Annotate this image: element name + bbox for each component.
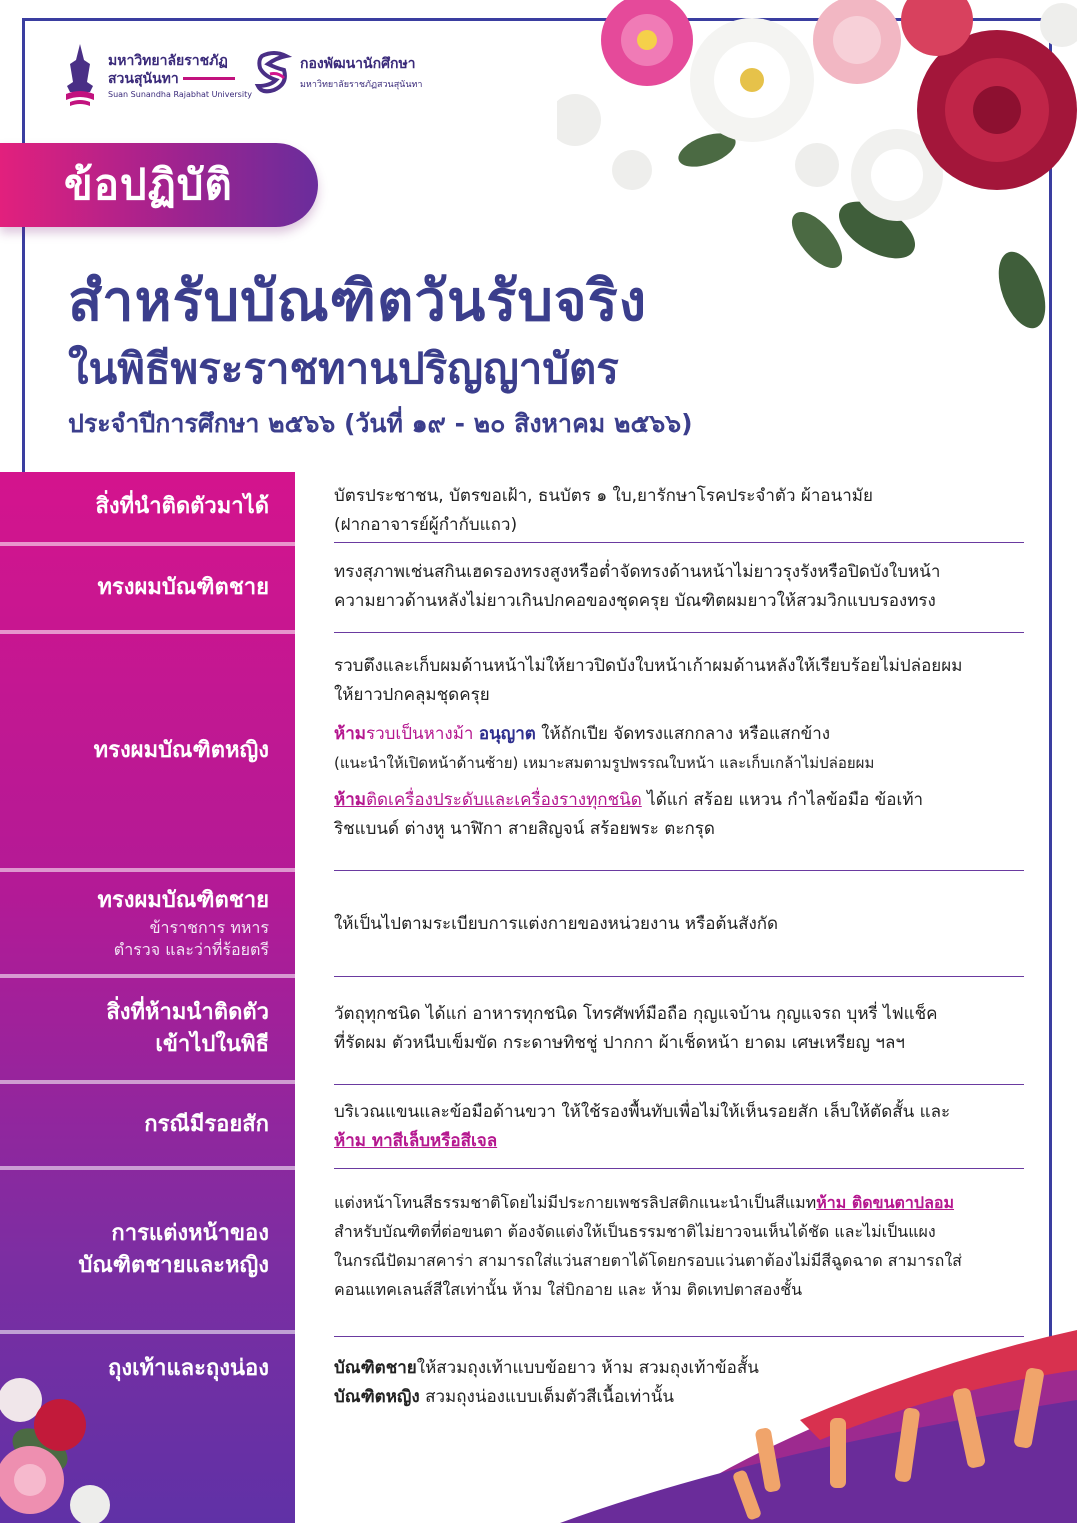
cell-officer-hair: ให้เป็นไปตามระเบียบการแต่งกายของหน่วยงาน หรือต้นสังกัด	[334, 914, 779, 934]
division-logo	[254, 50, 422, 94]
cell-makeup: แต่งหน้าโทนสีธรรมชาติโดยไม่มีประกายเพชรลิปสติกแนะนำเป็นสีแมทห้าม ติดขนตาปลอม สำหรับบัณฑิตที่ต่อขนตา ต้องจัดแต่งให้เป็นธรรมชาติไม่ยาวจนเห็นได้ชัด และไม่เป็นแผง ในกรณีปัดมาสคาร่า สามารถใส่แว่นสายตาได้โดยกรอบแว่นตาต้องไม่มีสีฉูดฉาด สามารถใส่ คอนแทคเลนส์สีใสเท่านั้น ห้าม ใส่บิกอาย และ ห้าม ติดเทปตาสองชั้น	[334, 1193, 962, 1299]
left-flowers-icon	[0, 1378, 110, 1523]
row-divider	[334, 976, 1024, 977]
label-forbidden: สิ่งที่ห้ามนำติดตัว เข้าไปในพิธี	[106, 1000, 269, 1057]
page-date-line: ประจำปีการศึกษา ๒๕๖๖ (วันที่ ๑๙ - ๒๐ สิงหาคม ๒๕๖๖)	[68, 409, 693, 438]
division-name-line2: มหาวิทยาลัยราชภัฏสวนสุนันทา	[300, 80, 423, 90]
cell-male-hair: ทรงสุภาพเช่นสกินเฮดรองทรงสูงหรือต่ำจัดทรงด้านหน้าไม่ยาวรุงรังหรือปิดบังใบหน้า ความยาวด้านหลังไม่ยาวเกินปกคอของชุดครุย บัณฑิตผมยาวให้สวมวิกแบบรองทรง	[334, 562, 941, 611]
label-items: สิ่งที่นำติดตัวมาได้	[95, 494, 269, 519]
label-male-hair: ทรงผมบัณฑิตชาย	[97, 575, 269, 600]
page-title: สำหรับบัณฑิตวันรับจริง	[68, 269, 648, 334]
university-name-en: Suan Sunandha Rajabhat University	[108, 89, 252, 99]
title-pill	[0, 143, 318, 227]
university-logo	[60, 42, 252, 108]
university-name-line2: สวนสุนันทา	[108, 70, 179, 87]
cell-items: บัตรประชาชน, บัตรขอเฝ้า, ธนบัตร ๑ ใบ,ยารักษาโรคประจำตัว ผ้าอนามัย (ฝากอาจารย์ผู้กำกับแถว)	[334, 486, 873, 535]
division-name-line1: กองพัฒนานักศึกษา	[300, 56, 416, 72]
cell-female-hair: รวบตึงและเก็บผมด้านหน้าไม่ให้ยาวปิดบังใบหน้าเก้าผมด้านหลังให้เรียบร้อยไม่ปล่อยผม ให้ยาวปกคลุมชุดครุย ห้ามรวบเป็นหางม้า อนุญาต ให้ถักเปีย จัดทรงแสกกลาง หรือแสกข้าง (แนะนำให้เปิดหน้าด้านซ้าย) เหมาะสมตามรูปพรรณใบหน้า และเก็บเกล้าไม่ปล่อยผม ห้ามติดเครื่องประดับและเครื่องรางทุกชนิด ได้แก่ สร้อย แหวน กำไลข้อมือ ข้อเท้า ริชแบนด์ ต่างหู นาฬิกา สายสิญจน์ สร้อยพระ ตะกรุด	[334, 656, 963, 839]
label-officer-hair: ทรงผมบัณฑิตชาย ข้าราชการ ทหาร ตำรวจ และว่าที่ร้อยตรี	[97, 888, 269, 959]
pink-flower-icon	[601, 0, 693, 86]
bottom-decoration	[0, 1300, 1077, 1523]
label-female-hair: ทรงผมบัณฑิตหญิง	[93, 738, 269, 763]
cell-socks: บัณฑิตชายให้สวมถุงเท้าแบบข้อยาว ห้าม สวมถุงเท้าข้อสั้น บัณฑิตหญิง สวมถุงน่องแบบเต็มตัวสีเนื้อเท่านั้น	[334, 1358, 759, 1407]
pill-title: ข้อปฏิบัติ	[64, 160, 233, 209]
label-tattoo: กรณีมีรอยสัก	[144, 1112, 269, 1137]
row-divider	[334, 870, 1024, 871]
row-divider	[334, 1084, 1024, 1085]
page-subtitle: ในพิธีพระราชทานปริญญาบัตร	[68, 344, 619, 393]
row-divider	[334, 632, 1024, 633]
row-divider	[334, 542, 1024, 543]
row-divider	[334, 1168, 1024, 1169]
university-name-line1: มหาวิทยาลัยราชภัฏ	[108, 52, 228, 69]
cell-forbidden: วัตถุทุกชนิด ได้แก่ อาหารทุกชนิด โทรศัพท์มือถือ กุญแจบ้าน กุญแจรถ บุหรี่ ไฟแช็ค ที่รัดผม ตัวหนีบเข็มขัด กระดาษทิชชู่ ปากกา ผ้าเช็ดหน้า ยาดม เศษเหรียญ ฯลฯ	[334, 1004, 938, 1053]
division-emblem-icon	[254, 50, 294, 94]
label-makeup: การแต่งหน้าของ บัณฑิตชายและหญิง	[78, 1221, 269, 1278]
label-socks: ถุงเท้าและถุงน่อง	[108, 1356, 269, 1381]
cell-tattoo: บริเวณแขนและข้อมือด้านขวา ให้ใช้รองพื้นทับเพื่อไม่ให้เห็นรอยสัก เล็บให้ตัดสั้น และ ห้าม ทาสีเล็บหรือสีเจล	[334, 1102, 951, 1151]
university-emblem-icon	[60, 42, 100, 108]
